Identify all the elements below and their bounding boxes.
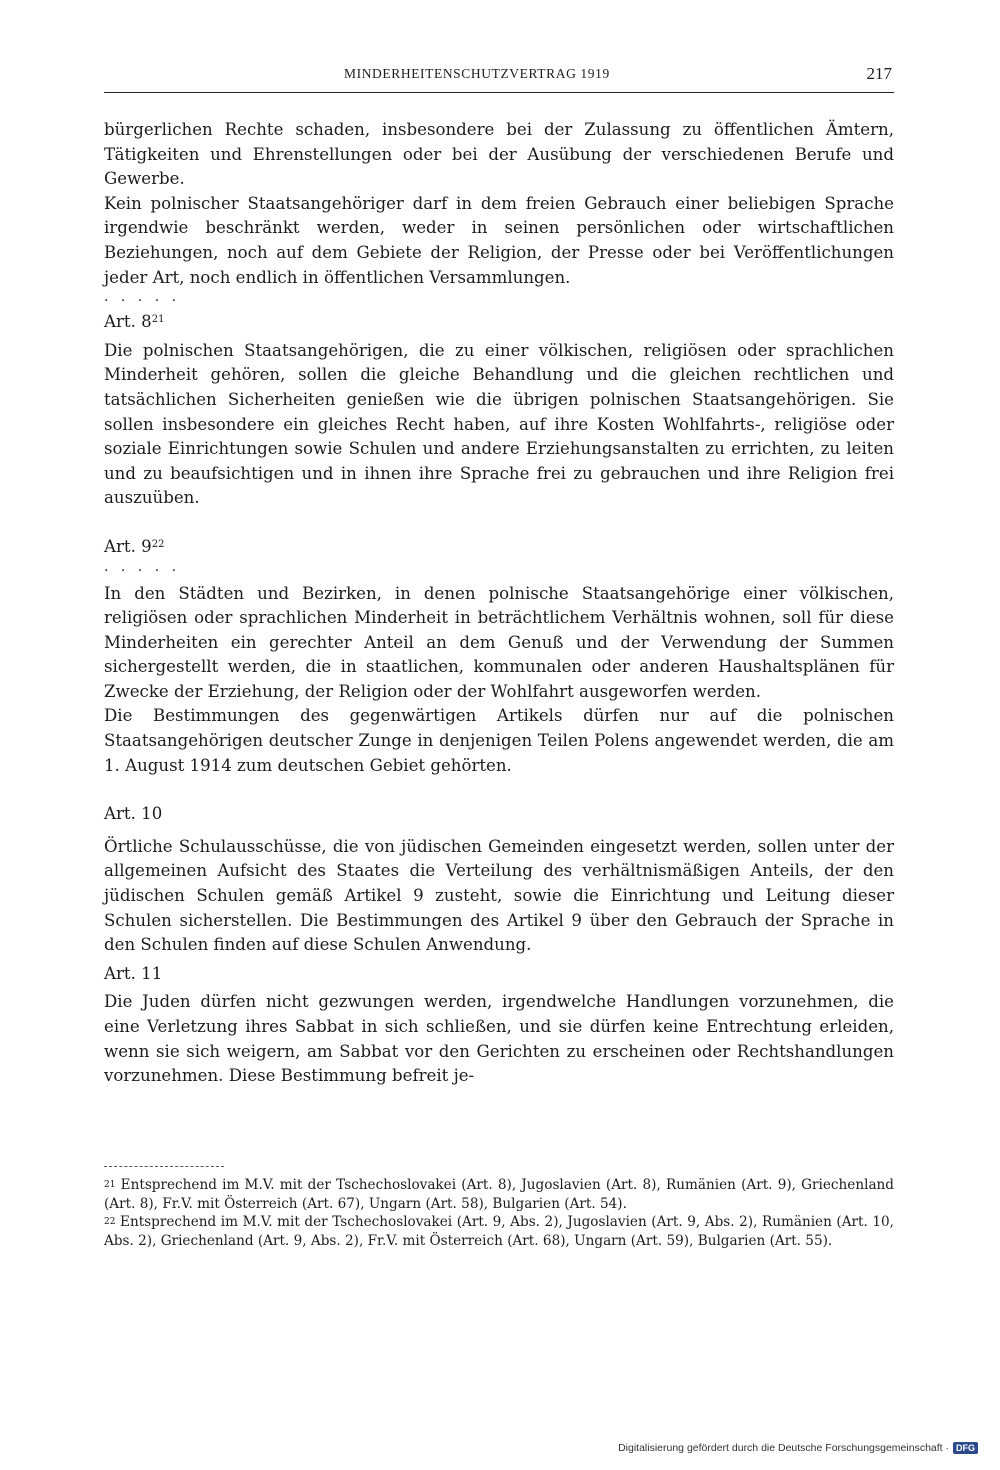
ellipsis: . . . . . xyxy=(104,289,181,306)
footnote-mark: 22 xyxy=(104,1217,116,1228)
article-9-text: In den Städten und Bezirken, in denen polnische Staatsangehörige einer völkischen, religiösen oder sprachlichen Minderheit in beträchtlichem Verhältnis wohnen, soll für diese Minderheiten ein gerechter Anteil an dem Genuß und der Verwendung der Summen sichergestellt werden, die in staatlichen, kommunalen oder anderen Haushaltsplänen für Zwecke der Erziehung, der Religion oder der Wohlfahrt ausgeworfen werden. xyxy=(104,583,894,701)
article-8-text: Die polnischen Staatsangehörigen, die zu einer völkischen, religiösen oder sprachlichen Minderheit gehören, sollen die gleiche Behandlung und die gleichen rechtlichen und tatsächlichen Sicherheiten genießen wie die übrigen polnischen Staatsangehörigen. Sie sollen insbesondere ein gleiches Recht haben, auf ihre Kosten Wohlfahrts-, religiöse oder soziale Einrichtungen sowie Schulen und andere Erziehungsanstalten zu errichten, zu leiten und zu beaufsichtigen und in ihnen ihre Sprache frei zu gebrauchen und ihre Religion frei auszuüben. xyxy=(104,340,894,508)
page-number: 217 xyxy=(866,64,892,83)
article-heading-10: Art. 10 xyxy=(104,804,163,824)
footnote xyxy=(104,1176,894,1213)
article-heading-9 xyxy=(104,535,894,560)
footnote-ref: 22 xyxy=(151,538,165,550)
footnote xyxy=(104,1213,894,1250)
footnote-text: Entsprechend im M.V. mit der Tschechoslovakei (Art. 8), Jugoslavien (Art. 8), Rumänien (Art. 9), Griechenland (Art. 8), Fr.V. mit Österreich (Art. 67), Ungarn (Art. 58), Bulgarien (Art. 54). xyxy=(104,1177,895,1212)
footnote-divider xyxy=(104,1166,224,1167)
credit-text: Digitalisierung gefördert durch die Deutsche Forschungsgemeinschaft · xyxy=(618,1442,949,1454)
ellipsis: . . . . . xyxy=(104,558,181,575)
article-heading-label: Art. 9 xyxy=(104,536,152,556)
footnote-ref: 21 xyxy=(151,314,165,326)
footnote-text: Entsprechend im M.V. mit der Tschechoslovakei (Art. 9, Abs. 2), Jugoslavien (Art. 9, Abs. 2), Rumänien (Art. 10, Abs. 2), Griechenland (Art. 9, Abs. 2), Fr.V. mit Österreich (Art. 68), Ungarn (Art. 59), Bulgarien (Art. 55). xyxy=(104,1214,894,1249)
article-11-text: Die Juden dürfen nicht gezwungen werden, irgendwelche Handlungen vorzunehmen, die eine Verletzung ihres Sabbat in sich schließen, und sie dürfen keine Entrechtung erleiden, wenn sie sich weigern, am Sabbat vor den Gerichten zu erscheinen oder Rechtshandlungen vorzunehmen. Diese Bestimmung befreit je- xyxy=(104,992,894,1086)
dfg-logo: DFG xyxy=(953,1442,978,1454)
article-9-text-2: Die Bestimmungen des gegenwärtigen Artikels dürfen nur auf die polnischen Staatsangehörigen deutscher Zunge in denjenigen Teilen Polens angewendet werden, die am 1. August 1914 zum deutschen Gebiet gehörten. xyxy=(104,706,894,775)
paragraph: bürgerlichen Rechte schaden, insbesondere bei der Zulassung zu öffentlichen Ämtern, Tätigkeiten und Ehrenstellungen oder bei der Ausübung der verschiedenen Berufe und Gewerbe. xyxy=(104,120,894,189)
footnote-mark: 21 xyxy=(104,1180,116,1190)
article-heading-label: Art. 8 xyxy=(104,312,152,332)
page-header xyxy=(104,66,894,93)
article-heading-11: Art. 11 xyxy=(104,963,163,983)
article-10-text: Örtliche Schulausschüsse, die von jüdischen Gemeinden eingesetzt werden, sollen unter der allgemeinen Aufsicht des Staates die Verteilung des verhältnismäßigen Anteils, der den jüdischen Schulen gemäß Artikel 9 zusteht, sowie die Einrichtung und Leitung dieser Schulen sicherstellen. Die Bestimmungen des Artikel 9 über den Gebrauch der Sprache in den Schulen finden auf diese Schulen Anwendung. xyxy=(104,836,894,955)
digitization-credit xyxy=(618,1442,978,1454)
footnotes xyxy=(104,1176,894,1250)
paragraph: Kein polnischer Staatsangehöriger darf in dem freien Gebrauch einer beliebigen Sprache irgendwie beschränkt werden, weder in seinen persönlichen oder wirtschaftlichen Beziehungen, noch auf dem Gebiete der Religion, der Presse oder bei Veröffentlichungen jeder Art, noch endlich in öffentlichen Versammlungen. xyxy=(104,193,894,287)
page-body xyxy=(104,118,894,1089)
article-heading-8 xyxy=(104,310,894,335)
running-title: MINDERHEITENSCHUTZVERTRAG 1919 xyxy=(344,66,610,81)
